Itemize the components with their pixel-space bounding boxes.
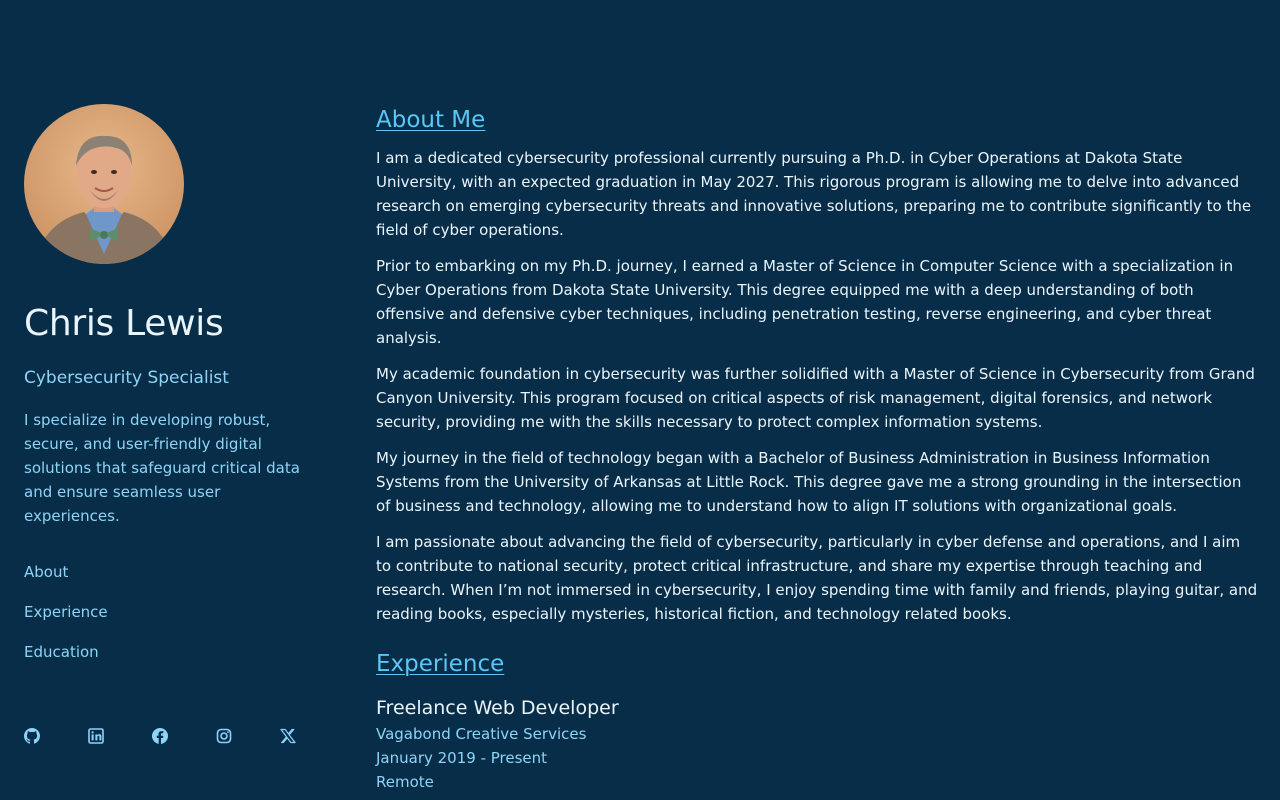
github-link[interactable] (24, 728, 40, 744)
about-section (376, 104, 1258, 626)
job-title: Freelance Web Developer (376, 697, 619, 719)
avatar-photo (24, 104, 184, 264)
job-location: Remote (376, 773, 434, 791)
experience-section (376, 648, 1258, 794)
x-twitter-link[interactable] (280, 728, 296, 744)
linkedin-icon (88, 728, 104, 744)
instagram-link[interactable] (216, 728, 232, 744)
job-dates: January 2019 - Present (376, 749, 548, 767)
instagram-icon (216, 728, 232, 744)
nav-item-about[interactable]: About (24, 563, 69, 581)
about-paragraph: Prior to embarking on my Ph.D. journey, I earned a Master of Science in Computer Science with a specialization in Cyber Operations from Dakota State University. This degree equipped me with a deep understanding of both offensive and defensive cyber techniques, including penetration testing, reverse engineering, and cyber threat analysis. (376, 257, 1234, 347)
github-icon (24, 728, 40, 744)
facebook-link[interactable] (152, 728, 168, 744)
about-paragraphs (376, 146, 1258, 626)
profile-bio: I specialize in developing robust, secure, and user-friendly digital solutions that safeguard critical data and ensure seamless user experiences. (24, 411, 300, 525)
nav-item-education[interactable]: Education (24, 643, 99, 661)
profile-sidebar (24, 104, 324, 543)
job-entry (376, 696, 1258, 794)
facebook-icon (152, 728, 168, 744)
profile-name: Chris Lewis (24, 303, 224, 344)
avatar (24, 104, 184, 264)
profile-title: Cybersecurity Specialist (24, 368, 229, 388)
job-company: Vagabond Creative Services (376, 725, 587, 743)
about-paragraph: My academic foundation in cybersecurity was further solidified with a Master of Science in Cybersecurity from Grand Canyon University. This program focused on critical aspects of risk management, digital forensics, and network security, providing me with the skills necessary to protect complex information systems. (376, 365, 1255, 431)
experience-heading[interactable]: Experience (376, 651, 505, 677)
nav-item-experience[interactable]: Experience (24, 603, 108, 621)
about-heading[interactable]: About Me (376, 107, 486, 133)
x-twitter-icon (280, 728, 296, 744)
section-nav (24, 560, 108, 680)
about-paragraph: I am passionate about advancing the field of cybersecurity, particularly in cyber defense and operations, and I aim to contribute to national security, protect critical infrastructure, and share my expertise through teaching and research. When I’m not immersed in cybersecurity, I enjoy spending time with family and friends, playing guitar, and reading books, especially mysteries, historical fiction, and technology related books. (376, 533, 1258, 623)
about-paragraph: My journey in the field of technology began with a Bachelor of Business Administration in Business Information Systems from the University of Arkansas at Little Rock. This degree gave me a strong grounding in the intersection of business and technology, allowing me to understand how to align IT solutions with organizational goals. (376, 449, 1242, 515)
linkedin-link[interactable] (88, 728, 104, 744)
about-paragraph: I am a dedicated cybersecurity professional currently pursuing a Ph.D. in Cyber Operations at Dakota State University, with an expected graduation in May 2027. This rigorous program is allowing me to delve into advanced research on emerging cybersecurity threats and innovative solutions, preparing me to contribute significantly to the field of cyber operations. (376, 149, 1252, 239)
